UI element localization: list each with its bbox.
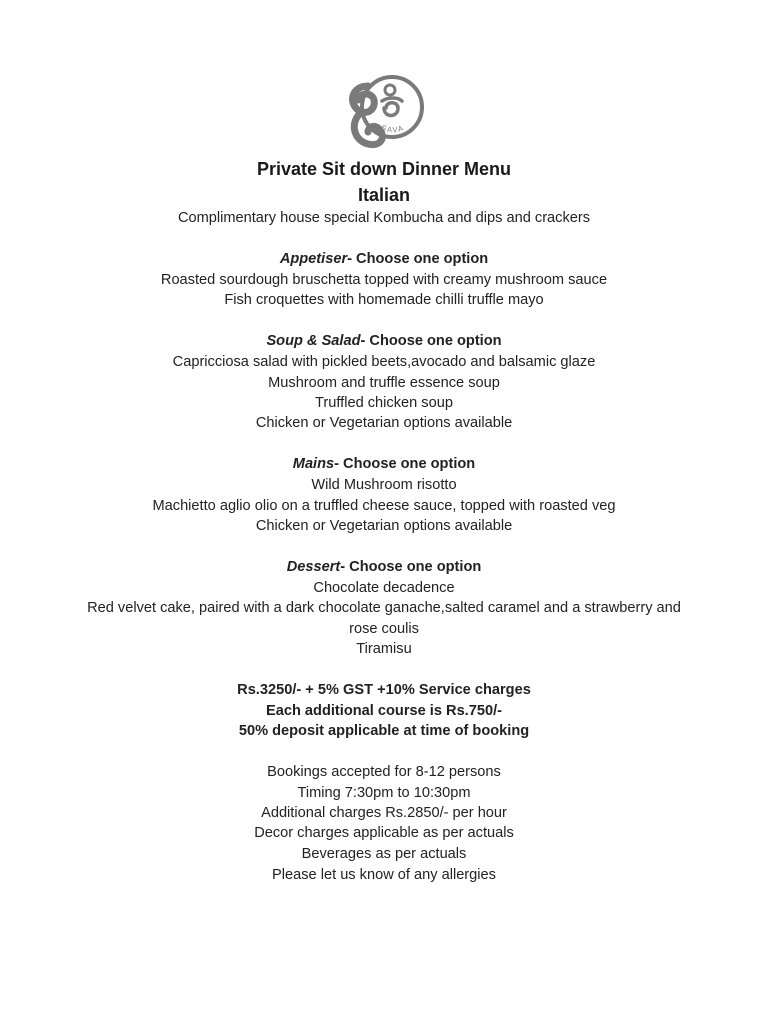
section-heading-mains	[60, 454, 708, 475]
note-line: Decor charges applicable as per actuals	[254, 825, 514, 841]
intro-line: Complimentary house special Kombucha and dips and crackers	[177, 210, 591, 226]
deposit-line: 50% deposit applicable at time of booking	[238, 723, 530, 739]
logo-text: SAVA	[379, 122, 406, 135]
section-heading-dessert	[60, 557, 708, 578]
section-suffix: - Choose one option	[360, 333, 502, 349]
menu-item: Chocolate decadence	[313, 580, 455, 596]
menu-item: Mushroom and truffle essence soup	[268, 375, 500, 391]
section-heading-appetiser	[60, 249, 708, 270]
section-name: Dessert	[286, 559, 341, 575]
menu-item: Chicken or Vegetarian options available	[255, 415, 513, 431]
note-line: Bookings accepted for 8-12 persons	[267, 764, 501, 780]
section-suffix: - Choose one option	[347, 251, 489, 267]
note-line: Additional charges Rs.2850/- per hour	[261, 805, 507, 821]
note-line: Please let us know of any allergies	[272, 867, 496, 883]
price-line: Rs.3250/- + 5% GST +10% Service charges	[237, 682, 531, 698]
section-suffix: - Choose one option	[334, 456, 476, 472]
menu-item: Machietto aglio olio on a truffled cheese sauce, topped with roasted veg	[152, 498, 616, 514]
menu-item: Capricciosa salad with pickled beets,avocado and balsamic glaze	[172, 354, 596, 370]
menu-item: Fish croquettes with homemade chilli truffle mayo	[224, 292, 544, 308]
section-name: Appetiser	[279, 251, 348, 267]
section-heading-soup-salad	[60, 331, 708, 352]
cuisine-title: Italian	[357, 185, 410, 205]
menu-item: Truffled chicken soup	[315, 395, 453, 411]
menu-item: Roasted sourdough bruschetta topped with creamy mushroom sauce	[160, 272, 608, 288]
sava-logo-mark	[340, 68, 428, 152]
section-name: Soup & Salad	[266, 333, 361, 349]
section-name: Mains	[292, 456, 335, 472]
menu-item: Chicken or Vegetarian options available	[255, 518, 513, 534]
note-line: Beverages as per actuals	[301, 846, 467, 862]
menu-item: Red velvet cake, paired with a dark chocolate ganache,salted caramel and a strawberry and rose coulis	[87, 600, 681, 637]
section-suffix: - Choose one option	[340, 559, 482, 575]
additional-course-line: Each additional course is Rs.750/-	[265, 703, 502, 719]
menu-item: Tiramisu	[356, 641, 412, 657]
menu-item: Wild Mushroom risotto	[311, 477, 457, 493]
sava-logo	[340, 68, 428, 152]
menu-title: Private Sit down Dinner Menu	[256, 159, 512, 179]
note-line: Timing 7:30pm to 10:30pm	[297, 785, 471, 801]
